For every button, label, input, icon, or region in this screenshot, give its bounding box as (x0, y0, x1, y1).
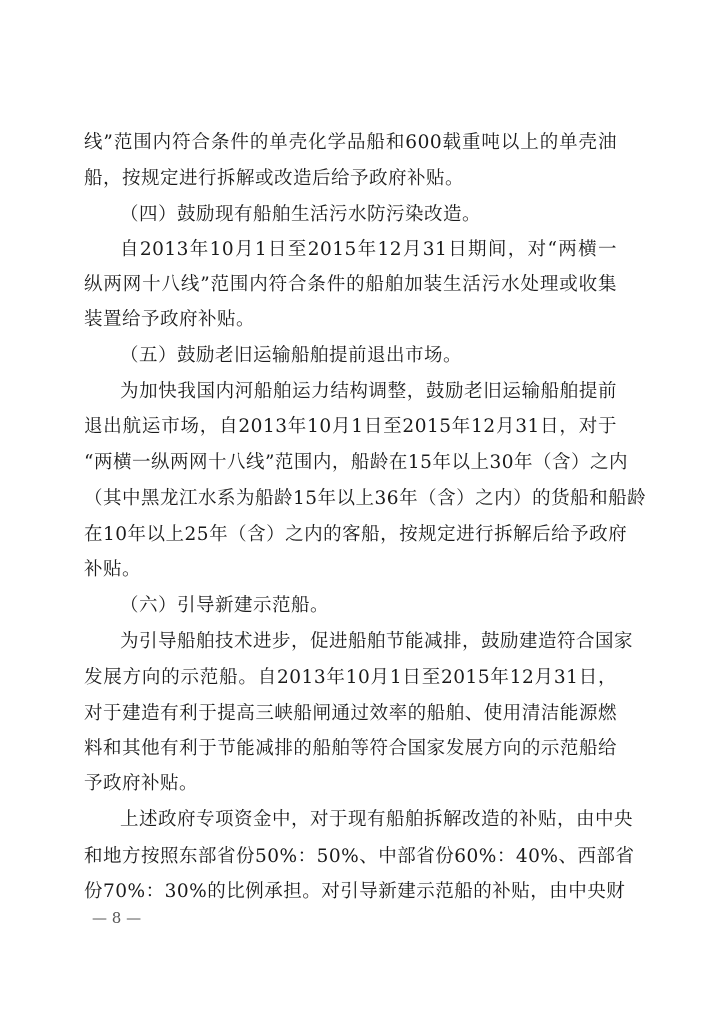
text-line: 上述政府专项资金中，对于现有船舶拆解改造的补贴，由中央 (120, 809, 634, 830)
text-line: 和地方按照东部省份50%：50%、中部省份60%：40%、西部省 (84, 846, 635, 867)
section-heading-6: （六）引导新建示范船。 (120, 595, 330, 616)
text-line: 份70%：30%的比例承担。对引导新建示范船的补贴，由中央财 (84, 881, 626, 902)
text-line: 发展方向的示范船。自2013年10月1日至2015年12月31日， (84, 667, 617, 688)
text-line: 在10年以上25年（含）之内的客船，按规定进行拆解后给予政府 (84, 524, 628, 545)
text-line: 线”范围内符合条件的单壳化学品船和600载重吨以上的单壳油 (84, 132, 617, 153)
text-line: 为引导船舶技术进步，促进船舶节能减排，鼓励建造符合国家 (120, 631, 634, 652)
text-line: 料和其他有利于节能减排的船舶等符合国家发展方向的示范船给 (84, 738, 617, 759)
text-line: 补贴。 (84, 559, 142, 580)
text-line: （其中黑龙江水系为船龄15年以上36年（含）之内）的货船和船龄 (84, 488, 647, 509)
text-line: 自2013年10月1日至2015年12月31日期间，对“两横一 (120, 239, 617, 260)
page-number: — 8 — (92, 909, 142, 927)
text-line: 船，按规定进行拆解或改造后给予政府补贴。 (84, 168, 465, 189)
text-line: 退出航运市场，自2013年10月1日至2015年12月31日，对于 (84, 416, 617, 437)
text-line: 予政府补贴。 (84, 773, 199, 794)
text-line: 纵两网十八线”范围内符合条件的船舶加装生活污水处理或收集 (84, 274, 617, 295)
section-heading-4: （四）鼓励现有船舶生活污水防污染改造。 (120, 204, 482, 225)
text-line: 装置给予政府补贴。 (84, 309, 256, 330)
text-line: 对于建造有利于提高三峡船闸通过效率的船舶、使用清洁能源燃 (84, 703, 617, 724)
text-line: 为加快我国内河船舶运力结构调整，鼓励老旧运输船舶提前 (120, 381, 617, 402)
section-heading-5: （五）鼓励老旧运输船舶提前退出市场。 (120, 345, 463, 366)
text-line: “两横一纵两网十八线”范围内，船龄在15年以上30年（含）之内 (84, 452, 628, 473)
